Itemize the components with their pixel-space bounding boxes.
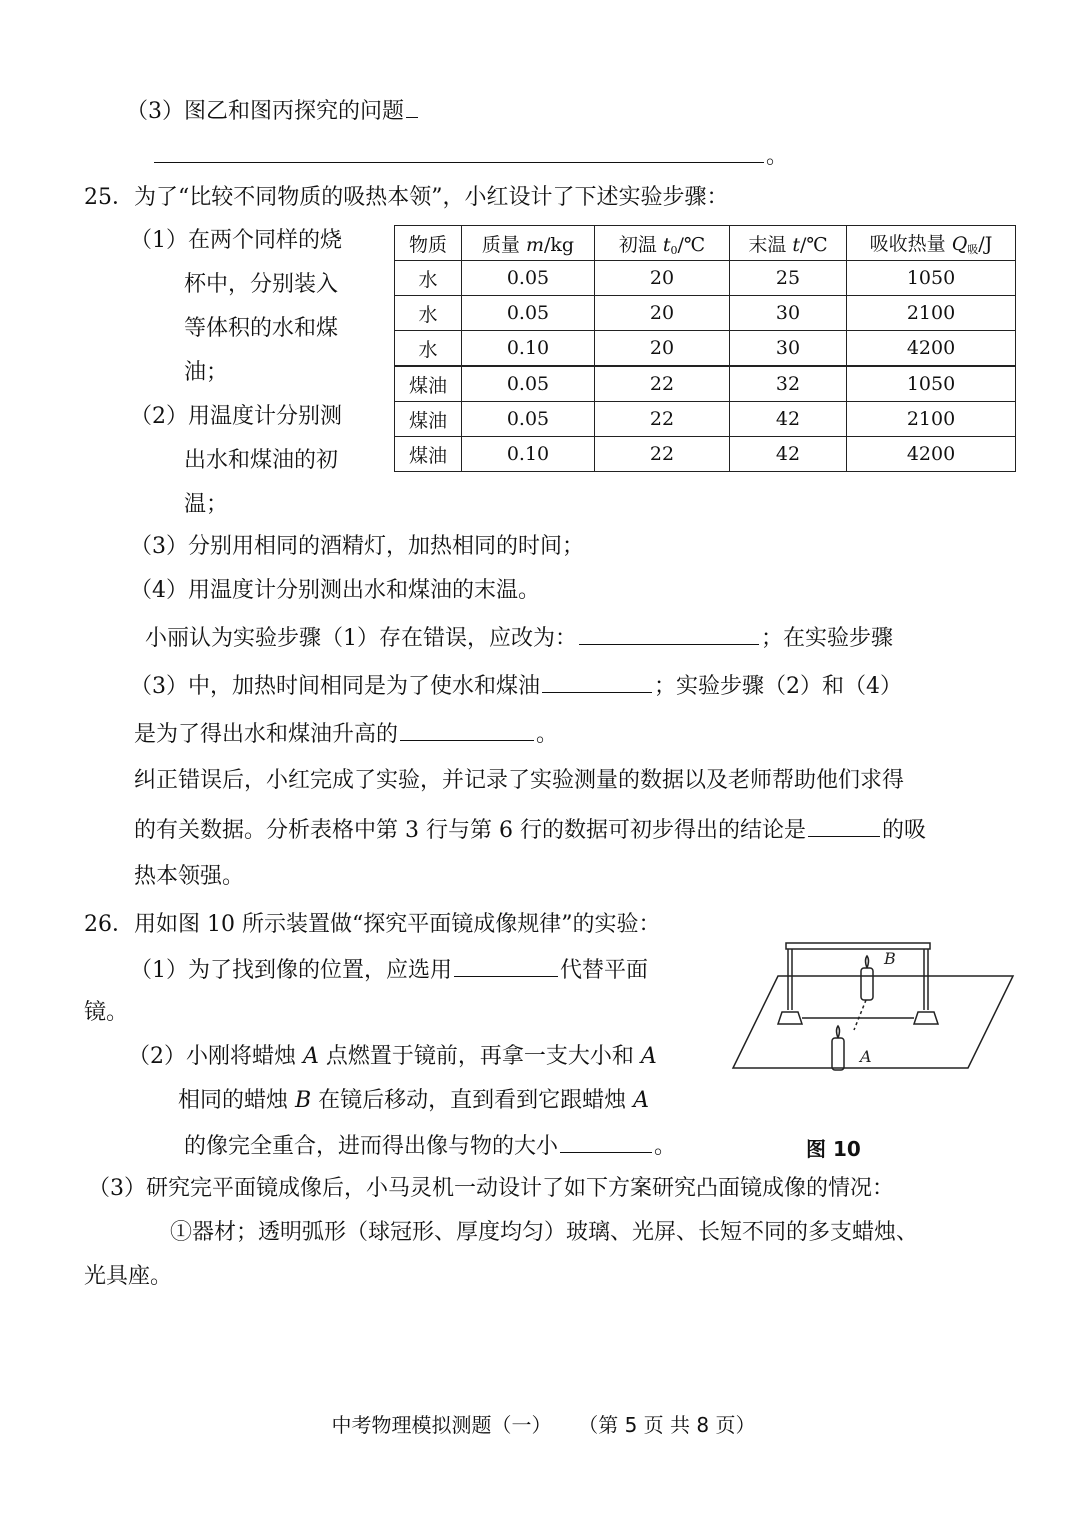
- table-row: 煤油 0.05 22 42 2100: [395, 402, 1016, 437]
- answer-blank[interactable]: [400, 718, 534, 741]
- q26-item3-sub: ①器材；透明弧形（球冠形、厚度均匀）玻璃、光屏、长短不同的多支蜡烛、: [170, 1220, 919, 1245]
- q25-step3: （3）分别用相同的酒精灯，加热相同的时间；: [130, 534, 584, 559]
- q25-para2: （3）中，加热时间相同是为了使水和煤油 ；实验步骤（2）和（4）: [130, 670, 902, 702]
- header-heat: 吸收热量 $Q_吸/J$: [847, 226, 1016, 261]
- right-base: [914, 1012, 938, 1024]
- page-footer: [0, 1409, 1087, 1438]
- answer-blank[interactable]: [454, 954, 558, 977]
- q25-step1-line4: 油；: [184, 360, 229, 385]
- q25-step1-line3: 等体积的水和煤: [184, 316, 339, 341]
- q26-item2-line3: 的像完全重合，进而得出像与物的大小 。: [184, 1130, 676, 1162]
- table-row: 煤油 0.05 22 32 1050: [395, 366, 1016, 402]
- left-base: [778, 1012, 802, 1024]
- header-mass: 质量 m/kg: [462, 226, 595, 261]
- q26-item2-line1: （2）小刚将蜡烛 A 点燃置于镜前，再拿一支大小和 A: [128, 1044, 657, 1069]
- table-row: 水 0.10 20 30 4200: [395, 331, 1016, 367]
- header-initial-temp: 初温 $t_0/℃$: [595, 226, 730, 261]
- q25-para1: 小丽认为实验步骤（1）存在错误，应改为： ；在实验步骤: [145, 622, 893, 654]
- q25-step1-line2: 杯中，分别装入: [184, 272, 339, 297]
- footer-page: （第 5 页 共 8 页）: [578, 1413, 756, 1437]
- q24-answer-line: 。: [152, 140, 788, 172]
- label-a: A: [860, 1047, 872, 1066]
- glass-top-bar: [786, 943, 930, 949]
- header-substance: 物质: [395, 226, 462, 261]
- table-row: 水 0.05 20 25 1050: [395, 261, 1016, 296]
- answer-blank[interactable]: [406, 95, 418, 118]
- q26-item3-sub2: 光具座。: [84, 1264, 173, 1289]
- q25-para4: 纠正错误后，小红完成了实验，并记录了实验测量的数据以及老师帮助他们求得: [134, 768, 905, 793]
- q25-para6: 热本领强。: [134, 864, 245, 889]
- q25-title: 25．为了“比较不同物质的吸热本领”，小红设计了下述实验步骤：: [84, 185, 729, 210]
- footer-title: 中考物理模拟测题（一）: [331, 1413, 552, 1437]
- q26-title: 26．用如图 10 所示装置做“探究平面镜成像规律”的实验：: [84, 912, 661, 937]
- answer-blank[interactable]: [808, 814, 880, 837]
- candle-a-flame: [837, 1026, 840, 1038]
- image-line: [854, 1000, 866, 1030]
- answer-blank[interactable]: [154, 140, 764, 163]
- q25-step2-line1: （2）用温度计分别测: [130, 404, 342, 429]
- q25-step2-line2: 出水和煤油的初: [184, 448, 339, 473]
- table-row: 水 0.05 20 30 2100: [395, 296, 1016, 331]
- table-header-row: [395, 226, 1016, 261]
- q26-item3: （3）研究完平面镜成像后，小马灵机一动设计了如下方案研究凸面镜成像的情况：: [88, 1176, 894, 1201]
- q26-item1: （1）为了找到像的位置，应选用 代替平面: [130, 954, 648, 986]
- q25-step4: （4）用温度计分别测出水和煤油的末温。: [130, 578, 540, 603]
- data-table: [394, 225, 1016, 472]
- figure-caption: 图 10: [806, 1137, 861, 1161]
- q25-step1-line1: （1）在两个同样的烧: [130, 228, 342, 253]
- answer-blank[interactable]: [579, 622, 759, 645]
- figure-10-diagram: [728, 938, 1018, 1078]
- q25-para5: 的有关数据。分析表格中第 3 行与第 6 行的数据可初步得出的结论是 的吸: [134, 814, 926, 846]
- candle-b: [861, 968, 873, 1000]
- answer-blank[interactable]: [542, 670, 652, 693]
- q25-step2-line3: 温；: [184, 492, 229, 517]
- candle-a: [832, 1038, 844, 1070]
- candle-b-flame: [866, 956, 869, 968]
- q26-item2-line2: 相同的蜡烛 B 在镜后移动，直到看到它跟蜡烛 A: [178, 1088, 650, 1113]
- header-final-temp: 末温 t/℃: [730, 226, 847, 261]
- answer-blank[interactable]: [560, 1130, 652, 1153]
- table-row: 煤油 0.10 22 42 4200: [395, 437, 1016, 472]
- q26-item1-end: 镜。: [84, 1000, 129, 1025]
- q25-para3: 是为了得出水和煤油升高的 。: [134, 718, 558, 750]
- label-b: B: [884, 949, 896, 968]
- q24-item3: （3）图乙和图丙探究的问题: [126, 95, 420, 127]
